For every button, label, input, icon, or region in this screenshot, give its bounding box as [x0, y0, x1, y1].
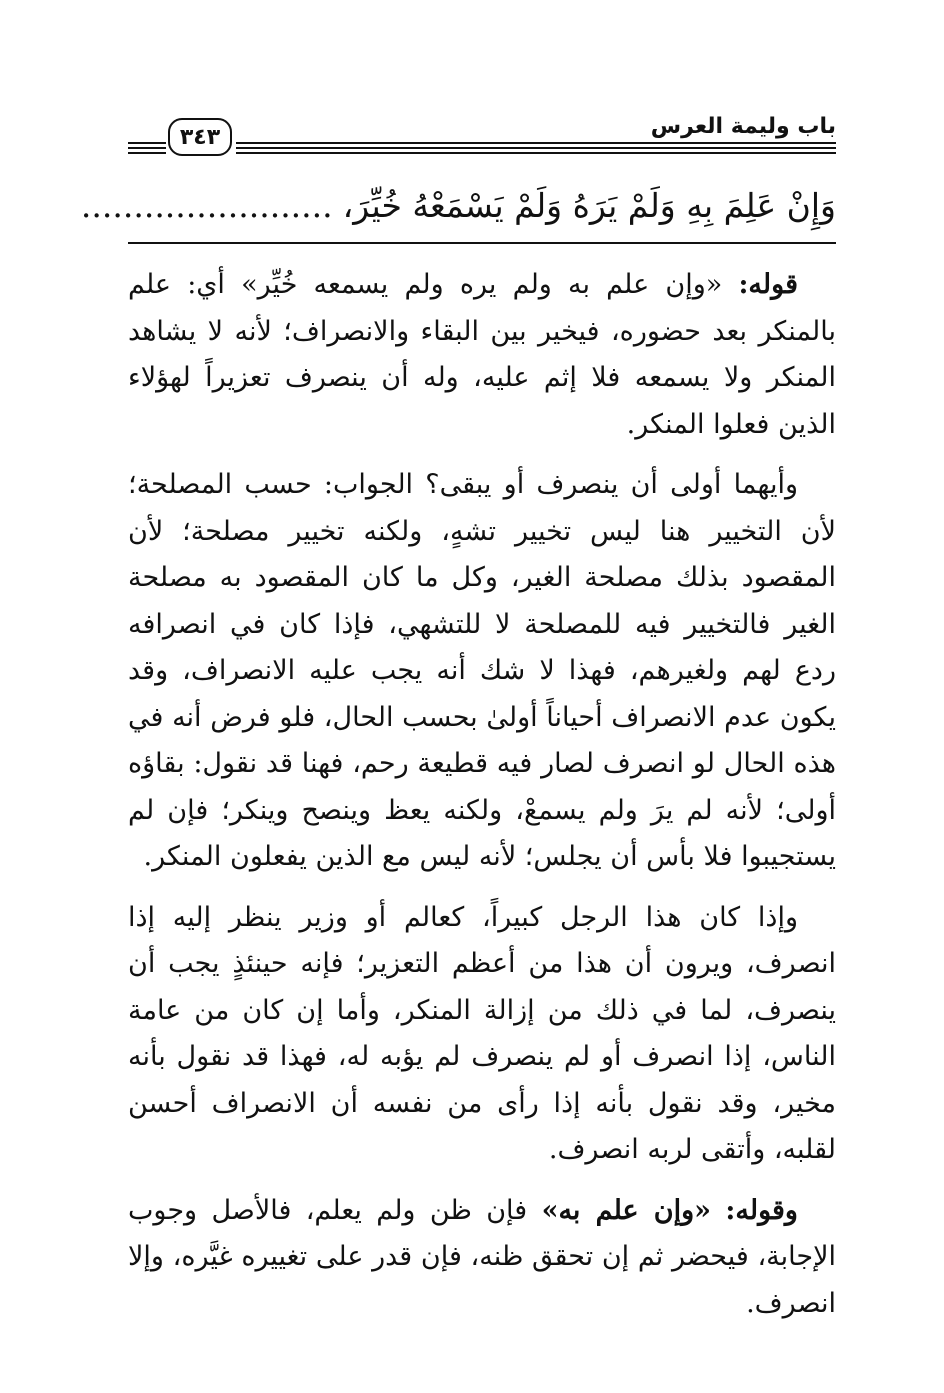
matn-line: [80, 178, 836, 234]
paragraph-1: [128, 262, 836, 448]
paragraph-1-quote: «وإن علم به ولم يره ولم يسمعه خُيِّر»: [241, 269, 723, 300]
matn-text: وَإِنْ عَلِمَ بِهِ وَلَمْ يَرَهُ وَلَمْ يَسْمَعْهُ خُيِّرَ،: [342, 186, 836, 225]
paragraph-2-text: وأيهما أولى أن ينصرف أو يبقى؟ الجواب: حسب المصلحة؛ لأن التخيير هنا ليس تخيير تشهٍ، ولكنه تخيير مصلحة؛ لأن المقصود بذلك مصلحة الغير، وكل ما كان المقصود به مصلحة الغير فالتخيير فيه للمصلحة لا للتشهي، فإذا كان في انصرافه ردع لهم ولغيرهم، فهذا لا شك أنه يجب عليه الانصراف، وقد يكون عدم الانصراف أحياناً أولىٰ بحسب الحال، فلو فرض أنه في هذه الحال لو انصرف لصار فيه قطيعة رحم، فهنا قد نقول: بقاؤه أولى؛ لأنه لم يرَ ولم يسمعْ، ولكنه يعظ وينصح وينكر؛ فإن لم يستجيبوا فلا بأس أن يجلس؛ لأنه ليس مع الذين يفعلون المنكر.: [128, 469, 836, 872]
paragraph-4-lead: وقوله:: [725, 1194, 798, 1226]
paragraph-4: [128, 1188, 836, 1328]
paragraph-4-text: فإن ظن ولم يعلم، فالأصل وجوب الإجابة، فيحضر ثم إن تحقق ظنه، فإن قدر على تغييره غيَّره، وإلا انصرف.: [128, 1194, 836, 1319]
header-rule-right: [236, 142, 836, 154]
chapter-title: باب وليمة العرس: [650, 114, 836, 139]
commentary: [128, 262, 836, 1341]
paragraph-4-quote: «وإن علم به»: [541, 1194, 712, 1226]
matn-dots: ........................: [80, 186, 333, 225]
paragraph-1-text: أي: علم بالمنكر بعد حضوره، فيخير بين البقاء والانصراف؛ لأنه لا يشاهد المنكر ولا يسمعه فلا إثم عليه، وله أن ينصرف تعزيراً لهؤلاء الذين فعلوا المنكر.: [128, 269, 836, 440]
paragraph-3-text: وإذا كان هذا الرجل كبيراً، كعالم أو وزير ينظر إليه إذا انصرف، ويرون أن هذا من أعظم التعزير؛ فإنه حينئذٍ يجب أن ينصرف، لما في ذلك من إزالة المنكر، وأما إن كان من عامة الناس، إذا انصرف أو لم ينصرف لم يؤبه له، فهذا قد نقول بأنه مخير، وقد نقول بأنه إذا رأى من نفسه أن الانصراف أحسن لقلبه، وأتقى لربه انصرف.: [128, 901, 836, 1165]
page-number-badge: [168, 118, 232, 156]
matn-divider: [128, 242, 836, 244]
header-rule-left: [128, 142, 166, 154]
page-number: ٣٤٣: [179, 124, 221, 150]
paragraph-2: [128, 462, 836, 881]
paragraph-1-lead: قوله:: [738, 269, 798, 300]
paragraph-3: [128, 895, 836, 1174]
page-header: [128, 112, 836, 162]
